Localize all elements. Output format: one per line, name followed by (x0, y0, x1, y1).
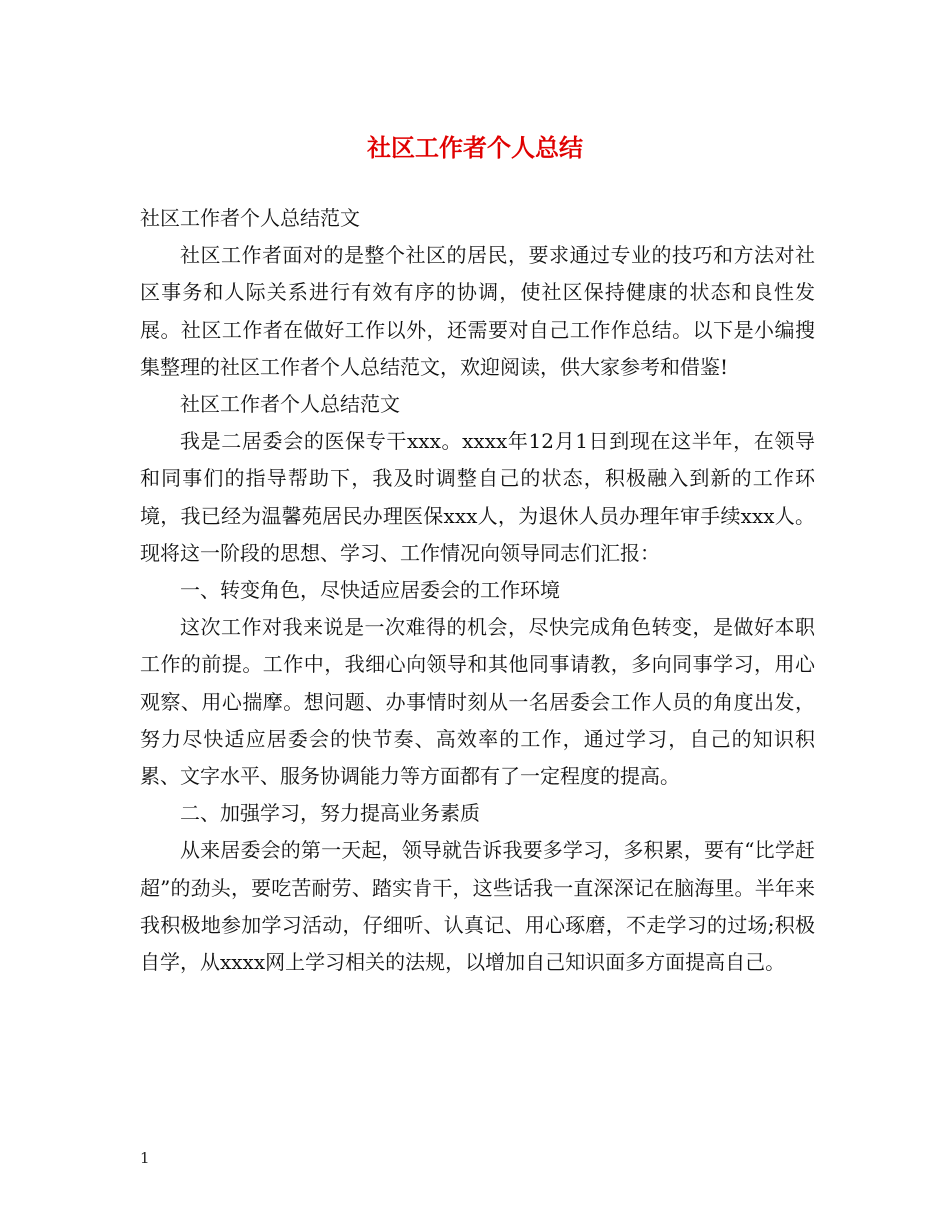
paragraph-heading-two: 二、加强学习，努力提高业务素质 (180, 801, 480, 826)
paragraph-study: 从来居委会的第一天起，领导就告诉我要多学习，多积累，要有“比学赶超”的劲头，要吃苦耐劳、踏实肯干，这些话我一直深深记在脑海里。半年来我积极地参加学习活动，仔细听、认真记、用心琢磨，不走学习的过场;积极自学，从xxxx网上学习相关的法规，以增加自己知识面多方面提高自己。 (140, 838, 815, 975)
paragraph-intro: 社区工作者面对的是整个社区的居民，要求通过专业的技巧和方法对社区事务和人际关系进行有效有序的协调，使社区保持健康的状态和良性发展。社区工作者在做好工作以外，还需要对自己工作作总结。以下是小编搜集整理的社区工作者个人总结范文，欢迎阅读，供大家参考和借鉴! (140, 243, 815, 379)
paragraph-section-heading: 社区工作者个人总结范文 (180, 392, 400, 417)
document-body (140, 200, 815, 981)
paragraph-subtitle: 社区工作者个人总结范文 (140, 206, 360, 230)
paragraph-role-change: 这次工作对我来说是一次难得的机会，尽快完成角色转变，是做好本职工作的前提。工作中，我细心向领导和其他同事请教，多向同事学习，用心观察、用心揣摩。想问题、办事情时刻从一名居委会工作人员的角度出发，努力尽快适应居委会的快节奏、高效率的工作，通过学习，自己的知识积累、文字水平、服务协调能力等方面都有了一定程度的提高。 (140, 615, 815, 789)
paragraph-self-introduction: 我是二居委会的医保专干xxx。xxxx年12月1日到现在这半年，在领导和同事们的指导帮助下，我及时调整自己的状态，积极融入到新的工作环境，我已经为温馨苑居民办理医保xxx人，为退休人员办理年审手续xxx人。现将这一阶段的思想、学习、工作情况向领导同志们汇报： (140, 429, 815, 565)
document-title: 社区工作者个人总结 (367, 133, 583, 162)
paragraph-heading-one: 一、转变角色，尽快适应居委会的工作环境 (180, 578, 560, 603)
page-number: 1 (140, 1149, 150, 1167)
